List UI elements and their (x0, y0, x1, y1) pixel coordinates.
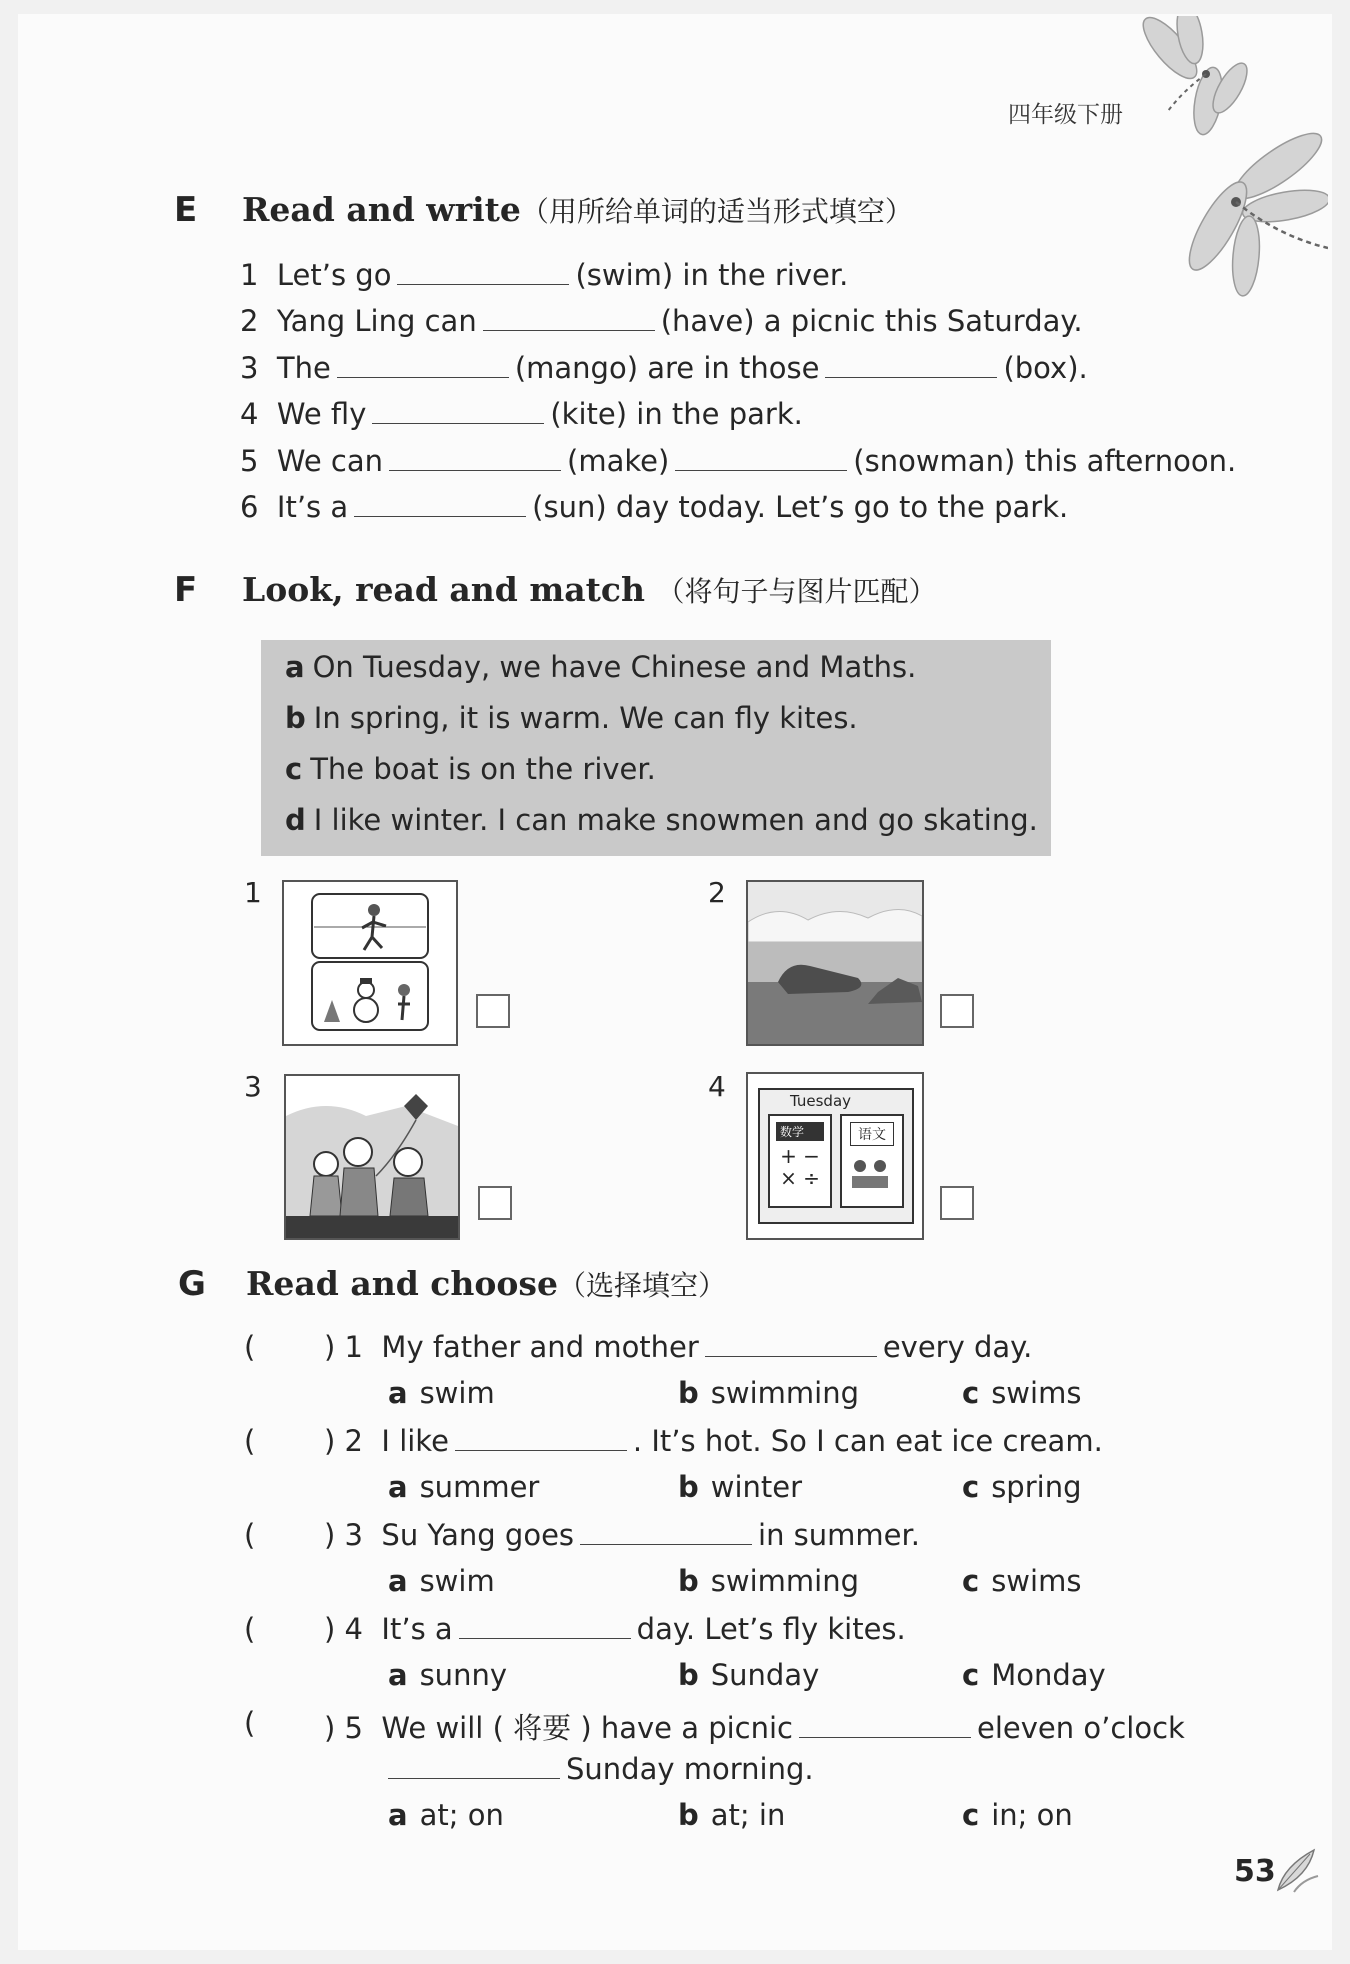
option-letter: c (962, 1376, 980, 1410)
option-letter: a (388, 1798, 408, 1832)
g-item-text: every day. (882, 1330, 1033, 1364)
reading-icon (842, 1146, 898, 1196)
g-item-number: ) 3 (324, 1518, 363, 1552)
g-option-c[interactable] (962, 1470, 1082, 1504)
option-text: sunny (419, 1658, 507, 1692)
g-option-b[interactable] (678, 1470, 802, 1504)
section-e-letter: E (174, 190, 198, 230)
option-text: swim (419, 1564, 495, 1598)
chinese-subject: 语文 (850, 1122, 894, 1146)
answer-blank[interactable] (675, 446, 847, 471)
answer-blank[interactable] (372, 399, 544, 424)
option-letter: a (388, 1470, 408, 1504)
chinese-card (840, 1114, 904, 1208)
grade-label: 四年级下册 (1008, 102, 1123, 128)
option-text: spring (991, 1470, 1082, 1504)
section-f-title-cn: （将句子与图片匹配） (656, 575, 937, 608)
skating-snowman-icon (284, 882, 456, 1044)
sentence-text: The boat is on the river. (310, 752, 656, 786)
g-option-a[interactable] (388, 1564, 495, 1598)
leaf-icon (1274, 1846, 1320, 1894)
option-letter: a (388, 1658, 408, 1692)
g-item-text: We will ( 将要 ) have a picnic (381, 1711, 794, 1745)
g-option-a[interactable] (388, 1658, 507, 1692)
g-item-5 (244, 1706, 255, 1740)
g-option-c[interactable] (962, 1376, 1081, 1410)
g-item-text: in summer. (758, 1518, 920, 1552)
answer-blank[interactable] (705, 1332, 877, 1357)
option-letter: b (678, 1564, 699, 1598)
boat-icon (748, 882, 922, 1044)
g-item-text: . It’s hot. So I can eat ice cream. (632, 1424, 1103, 1458)
answer-blank[interactable] (799, 1713, 971, 1738)
option-letter: b (678, 1798, 699, 1832)
option-text: Monday (991, 1658, 1106, 1692)
workbook-page (18, 14, 1332, 1950)
math-subject: 数学 (776, 1122, 824, 1141)
picture-number: 4 (708, 1070, 726, 1103)
e-item-text: Yang Ling can (276, 304, 477, 338)
g-item-number: ) 1 (324, 1330, 363, 1364)
e-item-4 (240, 397, 803, 431)
page-number: 53 (1234, 1854, 1276, 1889)
answer-paren[interactable]: ( (244, 1612, 256, 1646)
g-item-text: I like (381, 1424, 449, 1458)
kite-flying-icon (286, 1076, 458, 1238)
section-f-title (242, 570, 936, 610)
sentence-b (285, 701, 858, 735)
e-item-number: 1 (240, 258, 259, 292)
g-option-c[interactable] (962, 1658, 1106, 1692)
sentence-a (285, 650, 916, 684)
option-letter: c (962, 1798, 980, 1832)
option-letter: c (962, 1470, 980, 1504)
answer-blank[interactable] (455, 1426, 627, 1451)
g-item-5-continued (388, 1752, 814, 1786)
sentence-text: In spring, it is warm. We can fly kites. (313, 701, 858, 735)
option-letter: a (388, 1376, 408, 1410)
option-text: in; on (991, 1798, 1073, 1832)
e-item-2 (240, 304, 1083, 338)
calendar-frame (758, 1088, 914, 1224)
picture-number: 3 (244, 1070, 262, 1103)
answer-checkbox[interactable] (478, 1186, 512, 1220)
calendar-day-label: Tuesday (790, 1092, 852, 1110)
option-text: at; in (710, 1798, 786, 1832)
e-item-text: (mango) are in those (514, 351, 820, 385)
g-option-c[interactable] (962, 1564, 1081, 1598)
sentence-c (285, 752, 656, 786)
sentence-key: a (285, 650, 305, 684)
e-item-text: The (276, 351, 331, 385)
g-item-number: ) 5 (324, 1711, 363, 1745)
e-item-text: Let’s go (276, 258, 392, 292)
option-text: at; on (419, 1798, 504, 1832)
answer-blank[interactable] (483, 306, 655, 331)
answer-blank[interactable] (825, 353, 997, 378)
e-item-text: It’s a (276, 490, 349, 524)
g-item-text: day. Let’s fly kites. (636, 1612, 906, 1646)
math-card (768, 1114, 832, 1208)
sentence-d (285, 803, 1038, 837)
option-letter: a (388, 1564, 408, 1598)
g-option-b[interactable] (678, 1564, 859, 1598)
e-item-text: (swim) in the river. (575, 258, 849, 292)
option-letter: b (678, 1658, 699, 1692)
picture-number: 2 (708, 876, 726, 909)
g-option-c[interactable] (962, 1798, 1073, 1832)
g-item-1 (244, 1330, 255, 1364)
dragonfly-icon (1128, 16, 1328, 316)
section-f-letter: F (174, 570, 198, 610)
g-item-text: Sunday morning. (566, 1752, 814, 1786)
river-picture (746, 880, 924, 1046)
g-item-2 (244, 1424, 255, 1458)
timetable-picture (746, 1072, 924, 1240)
e-item-text: (make) (567, 444, 670, 478)
g-option-b[interactable] (678, 1798, 785, 1832)
g-item-4 (244, 1612, 255, 1646)
section-e-title-en: Read and write (242, 190, 521, 229)
answer-blank[interactable] (397, 260, 569, 285)
g-item-text: eleven o’clock (977, 1711, 1185, 1745)
answer-blank[interactable] (388, 1754, 560, 1779)
option-text: swimming (710, 1376, 859, 1410)
g-option-a[interactable] (388, 1470, 539, 1504)
option-text: summer (419, 1470, 540, 1504)
option-text: swims (991, 1376, 1082, 1410)
sentence-box (261, 640, 1051, 856)
answer-paren[interactable]: ( (244, 1518, 256, 1552)
g-option-b[interactable] (678, 1658, 819, 1692)
e-item-number: 6 (240, 490, 259, 524)
e-item-3 (240, 351, 1088, 385)
e-item-text: (box). (1003, 351, 1088, 385)
sentence-text: I like winter. I can make snowmen and go skating. (313, 803, 1038, 837)
sentence-key: c (285, 752, 303, 786)
e-item-1 (240, 258, 848, 292)
e-item-text: (sun) day today. Let’s go to the park. (532, 490, 1069, 524)
section-e-title-cn: （用所给单词的适当形式填空） (520, 195, 913, 228)
g-item-3 (244, 1518, 255, 1552)
option-text: swim (419, 1376, 495, 1410)
answer-blank[interactable] (459, 1614, 631, 1639)
sentence-text: On Tuesday, we have Chinese and Maths. (312, 650, 917, 684)
g-item-4-question (324, 1612, 906, 1646)
option-letter: b (678, 1376, 699, 1410)
e-item-text: We can (276, 444, 384, 478)
e-item-text: (kite) in the park. (550, 397, 803, 431)
winter-picture (282, 880, 458, 1046)
g-item-number: ) 2 (324, 1424, 363, 1458)
option-text: swims (991, 1564, 1082, 1598)
option-letter: c (962, 1564, 980, 1598)
answer-blank[interactable] (337, 353, 509, 378)
e-item-5 (240, 444, 1236, 478)
g-item-text: Su Yang goes (381, 1518, 575, 1552)
e-item-number: 4 (240, 397, 259, 431)
e-item-text: (have) a picnic this Saturday. (660, 304, 1083, 338)
answer-blank[interactable] (354, 492, 526, 517)
option-letter: c (962, 1658, 980, 1692)
g-item-2-question (324, 1424, 1103, 1458)
answer-checkbox[interactable] (476, 994, 510, 1028)
answer-checkbox[interactable] (940, 1186, 974, 1220)
g-item-5-question (324, 1706, 1185, 1747)
g-item-text: My father and mother (381, 1330, 699, 1364)
g-item-number: ) 4 (324, 1612, 363, 1646)
g-item-3-question (324, 1518, 920, 1552)
answer-paren[interactable]: ( (244, 1330, 256, 1364)
option-text: winter (710, 1470, 803, 1504)
answer-checkbox[interactable] (940, 994, 974, 1028)
e-item-number: 3 (240, 351, 259, 385)
section-g-title (246, 1264, 726, 1304)
answer-paren[interactable]: ( (244, 1424, 256, 1458)
option-text: swimming (710, 1564, 859, 1598)
option-text: Sunday (710, 1658, 820, 1692)
answer-paren[interactable]: ( (244, 1706, 256, 1740)
e-item-6 (240, 490, 1068, 524)
answer-blank[interactable] (580, 1520, 752, 1545)
section-g-title-en: Read and choose (246, 1264, 558, 1303)
section-g-title-cn: （选择填空） (558, 1269, 727, 1302)
e-item-number: 2 (240, 304, 259, 338)
g-option-b[interactable] (678, 1376, 859, 1410)
sentence-key: b (285, 701, 306, 735)
section-e-title (242, 190, 913, 230)
g-item-text: It’s a (381, 1612, 453, 1646)
e-item-text: (snowman) this afternoon. (853, 444, 1237, 478)
g-option-a[interactable] (388, 1376, 495, 1410)
picture-number: 1 (244, 876, 262, 909)
e-item-number: 5 (240, 444, 259, 478)
e-item-text: We fly (276, 397, 367, 431)
sentence-key: d (285, 803, 306, 837)
section-g-letter: G (178, 1264, 206, 1304)
g-item-1-question (324, 1330, 1032, 1364)
spring-picture (284, 1074, 460, 1240)
option-letter: b (678, 1470, 699, 1504)
answer-blank[interactable] (389, 446, 561, 471)
section-f-title-en: Look, read and match (242, 570, 645, 609)
math-symbols-icon: + − × ÷ (780, 1144, 820, 1190)
g-option-a[interactable] (388, 1798, 504, 1832)
